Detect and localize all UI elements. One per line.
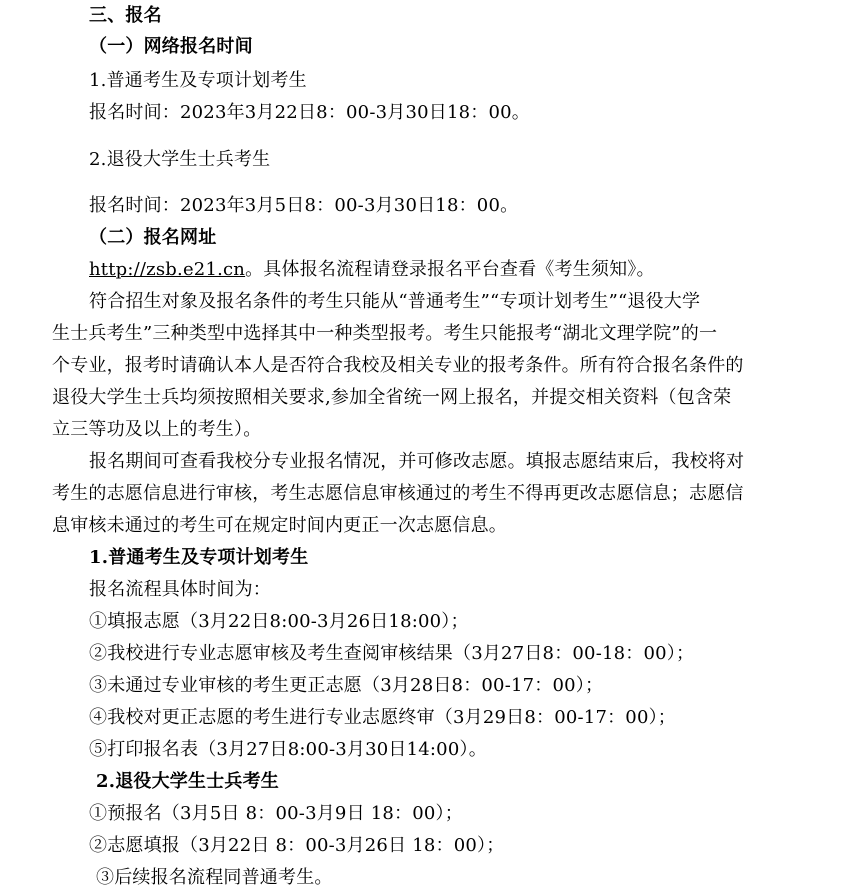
url-line: [89, 258, 655, 282]
process-step: ③后续报名流程同普通考生。: [96, 867, 333, 888]
url-suffix-text: 。具体报名流程请登录报名平台查看《考生须知》。: [245, 259, 655, 280]
item-veteran-candidates-title: 2.退役大学生士兵考生: [89, 149, 271, 170]
process-step: ③未通过专业审核的考生更正志愿（3月28日8：00-17：00）；: [89, 675, 604, 696]
process-general-heading: 1.普通考生及专项计划考生: [89, 547, 309, 568]
item-veteran-candidates-time: 报名时间：2023年3月5日8：00-3月30日18：00。: [89, 195, 519, 216]
paragraph-line: 立三等功及以上的考生）。: [52, 419, 262, 440]
paragraph-line: 生士兵考生”三种类型中选择其中一种类型报考。考生只能报考“湖北文理学院”的一: [52, 323, 718, 344]
process-step: ①预报名（3月5日 8：00-3月9日 18：00）；: [89, 803, 463, 824]
paragraph-line: 报名期间可查看我校分专业报名情况，并可修改志愿。填报志愿结束后，我校将对: [89, 451, 745, 472]
process-step: ⑤打印报名表（3月27日8:00-3月30日14:00）。: [89, 739, 487, 760]
item-general-candidates-time: 报名时间：2023年3月22日8：00-3月30日18：00。: [89, 102, 530, 123]
paragraph-line: 个专业，报考时请确认本人是否符合我校及相关专业的报考条件。所有符合报名条件的: [52, 355, 744, 376]
registration-link[interactable]: http://zsb.e21.cn: [89, 259, 246, 280]
item-general-candidates-title: 1.普通考生及专项计划考生: [89, 70, 307, 91]
process-general-intro: 报名流程具体时间为：: [89, 579, 271, 600]
subsection-registration-time: （一）网络报名时间: [89, 36, 253, 57]
process-step: ①填报志愿（3月22日8:00-3月26日18:00）；: [89, 611, 469, 632]
process-step: ②志愿填报（3月22日 8：00-3月26日 18：00）；: [89, 835, 505, 856]
paragraph-line: 考生的志愿信息进行审核，考生志愿信息审核通过的考生不得再更改志愿信息；志愿信: [52, 483, 744, 504]
process-step: ④我校对更正志愿的考生进行专业志愿终审（3月29日8：00-17：00）；: [89, 707, 677, 728]
paragraph-line: 符合招生对象及报名条件的考生只能从“普通考生”“专项计划考生”“退役大学: [89, 291, 701, 312]
section-title: 三、报名: [89, 5, 162, 26]
process-step: ②我校进行专业志愿审核及考生查阅审核结果（3月27日8：00-18：00）；: [89, 643, 695, 664]
subsection-registration-url: （二）报名网址: [89, 227, 217, 248]
paragraph-line: 退役大学生士兵均须按照相关要求,参加全省统一网上报名，并提交相关资料（包含荣: [52, 387, 732, 408]
paragraph-line: 息审核未通过的考生可在规定时间内更正一次志愿信息。: [52, 515, 507, 536]
process-veteran-heading: 2.退役大学生士兵考生: [96, 771, 279, 792]
